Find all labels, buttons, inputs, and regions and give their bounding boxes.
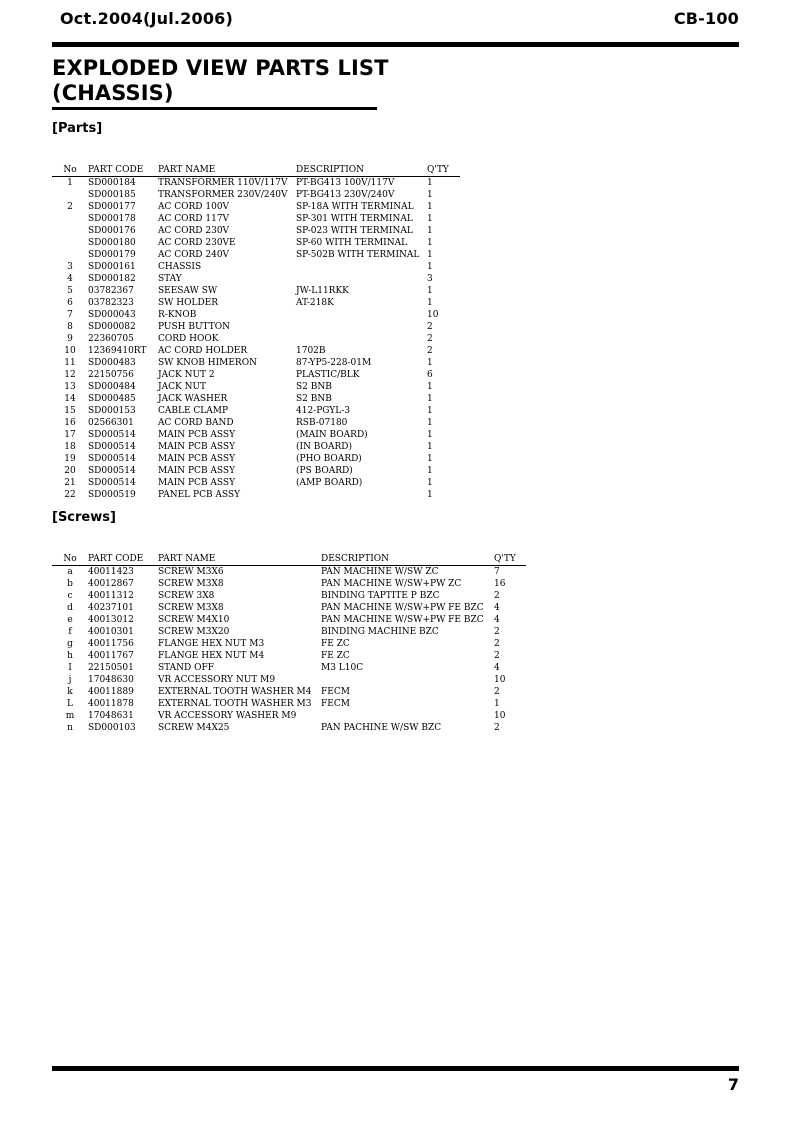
table-row xyxy=(52,710,526,722)
table-row xyxy=(52,261,460,273)
table-row xyxy=(52,273,460,285)
cell-description: BINDING TAPTITE P BZC xyxy=(321,591,440,601)
col-qty: Q'TY xyxy=(494,554,526,566)
cell-description: SP-18A WITH TERMINAL xyxy=(296,202,414,212)
cell-part-name: R-KNOB xyxy=(158,310,197,320)
cell-description: (MAIN BOARD) xyxy=(296,430,368,440)
col-part-code: PART CODE xyxy=(88,165,158,177)
cell-qty: 2 xyxy=(494,723,500,733)
cell-part-code: SD000514 xyxy=(88,454,136,464)
cell-no: 22 xyxy=(64,490,76,500)
table-row xyxy=(52,614,526,626)
cell-no: a xyxy=(67,567,73,577)
parts-table xyxy=(52,165,460,501)
cell-description: FE ZC xyxy=(321,651,350,661)
screws-header-row xyxy=(52,554,526,566)
cell-qty: 1 xyxy=(427,190,433,200)
table-row xyxy=(52,698,526,710)
cell-description xyxy=(296,273,427,285)
cell-part-code: 03782367 xyxy=(88,286,134,296)
cell-part-code: SD000082 xyxy=(88,322,136,332)
cell-qty: 16 xyxy=(494,579,506,589)
cell-no: 2 xyxy=(67,202,73,212)
table-row xyxy=(52,602,526,614)
table-row xyxy=(52,369,460,381)
bottom-rule xyxy=(52,1066,739,1071)
cell-part-code: 40010301 xyxy=(88,627,134,637)
cell-no: 14 xyxy=(64,394,76,404)
cell-part-code: 22150501 xyxy=(88,663,134,673)
cell-part-code: 40011423 xyxy=(88,567,134,577)
cell-part-name: PUSH BUTTON xyxy=(158,322,230,332)
cell-description: PAN PACHINE W/SW BZC xyxy=(321,723,442,733)
cell-no xyxy=(52,237,88,249)
cell-no: m xyxy=(65,711,75,721)
table-row xyxy=(52,489,460,501)
header-date: Oct.2004(Jul.2006) xyxy=(60,9,234,28)
cell-description: AT-218K xyxy=(296,298,334,308)
cell-qty: 1 xyxy=(427,406,433,416)
cell-part-code: 40011878 xyxy=(88,699,134,709)
table-row xyxy=(52,393,460,405)
cell-description: PT-BG413 230V/240V xyxy=(296,190,395,200)
cell-description xyxy=(296,261,427,273)
cell-part-name: JACK WASHER xyxy=(158,394,228,404)
cell-qty: 1 xyxy=(427,202,433,212)
cell-description: FE ZC xyxy=(321,639,350,649)
cell-qty: 2 xyxy=(427,346,433,356)
table-row xyxy=(52,225,460,237)
cell-part-code: 17048631 xyxy=(88,711,134,721)
cell-qty: 1 xyxy=(427,418,433,428)
table-row xyxy=(52,626,526,638)
top-rule xyxy=(52,42,739,47)
cell-part-name: TRANSFORMER 230V/240V xyxy=(158,190,288,200)
cell-part-code: 03782323 xyxy=(88,298,134,308)
table-row xyxy=(52,249,460,261)
cell-part-name: JACK NUT 2 xyxy=(158,370,215,380)
cell-part-code: 40012867 xyxy=(88,579,134,589)
cell-qty: 1 xyxy=(427,298,433,308)
cell-qty: 2 xyxy=(494,651,500,661)
cell-description: S2 BNB xyxy=(296,382,332,392)
cell-qty: 1 xyxy=(494,699,500,709)
cell-description xyxy=(321,710,494,722)
cell-part-code: SD000514 xyxy=(88,442,136,452)
cell-part-name: EXTERNAL TOOTH WASHER M3 xyxy=(158,699,312,709)
cell-qty: 1 xyxy=(427,214,433,224)
cell-qty: 3 xyxy=(427,274,433,284)
header-model: CB-100 xyxy=(673,9,739,28)
cell-part-name: SCREW M4X25 xyxy=(158,723,230,733)
cell-no xyxy=(52,213,88,225)
cell-part-code: SD000514 xyxy=(88,478,136,488)
cell-part-name: STAY xyxy=(158,274,182,284)
cell-no: 15 xyxy=(64,406,76,416)
cell-no: 3 xyxy=(67,262,73,272)
cell-part-code: 17048630 xyxy=(88,675,134,685)
cell-qty: 10 xyxy=(427,310,439,320)
cell-part-name: SW KNOB HIMERON xyxy=(158,358,257,368)
cell-description: SP-60 WITH TERMINAL xyxy=(296,238,408,248)
cell-part-code: SD000161 xyxy=(88,262,136,272)
table-row xyxy=(52,321,460,333)
cell-part-code: 22360705 xyxy=(88,334,134,344)
table-row xyxy=(52,441,460,453)
col-no: No xyxy=(52,165,88,177)
col-description: DESCRIPTION xyxy=(321,554,494,566)
cell-part-name: MAIN PCB ASSY xyxy=(158,430,236,440)
cell-qty: 2 xyxy=(494,591,500,601)
cell-qty: 1 xyxy=(427,178,433,188)
cell-part-code: 40237101 xyxy=(88,603,134,613)
cell-part-code: SD000184 xyxy=(88,178,136,188)
cell-part-name: AC CORD BAND xyxy=(158,418,234,428)
table-row xyxy=(52,381,460,393)
cell-description: FECM xyxy=(321,699,350,709)
table-row xyxy=(52,722,526,734)
cell-no: g xyxy=(67,639,73,649)
cell-part-code: SD000176 xyxy=(88,226,136,236)
table-row xyxy=(52,297,460,309)
table-row xyxy=(52,285,460,297)
page-title-line1: EXPLODED VIEW PARTS LIST xyxy=(52,56,389,80)
title-rule xyxy=(52,107,377,110)
cell-qty: 10 xyxy=(494,711,506,721)
cell-description: SP-301 WITH TERMINAL xyxy=(296,214,413,224)
cell-no xyxy=(52,249,88,261)
cell-no: c xyxy=(67,591,73,601)
cell-no: 11 xyxy=(64,358,76,368)
cell-no: 1 xyxy=(67,178,73,188)
cell-description: PAN MACHINE W/SW+PW FE BZC xyxy=(321,603,484,613)
cell-part-name: AC CORD 230VE xyxy=(158,238,236,248)
cell-description xyxy=(296,489,427,501)
screws-heading: [Screws] xyxy=(52,510,116,525)
cell-no xyxy=(52,225,88,237)
cell-part-name: FLANGE HEX NUT M3 xyxy=(158,639,265,649)
cell-description: SP-502B WITH TERMINAL xyxy=(296,250,420,260)
cell-description: M3 L10C xyxy=(321,663,364,673)
cell-part-name: MAIN PCB ASSY xyxy=(158,442,236,452)
cell-qty: 6 xyxy=(427,370,433,380)
col-part-code: PART CODE xyxy=(88,554,158,566)
cell-part-code: SD000179 xyxy=(88,250,136,260)
cell-no: 19 xyxy=(64,454,76,464)
cell-qty: 2 xyxy=(494,687,500,697)
table-row xyxy=(52,590,526,602)
cell-qty: 1 xyxy=(427,454,433,464)
col-qty: Q'TY xyxy=(427,165,460,177)
cell-description: PLASTIC/BLK xyxy=(296,370,360,380)
cell-no: d xyxy=(67,603,73,613)
cell-no: h xyxy=(67,651,73,661)
cell-qty: 1 xyxy=(427,358,433,368)
cell-part-name: VR ACCESSORY NUT M9 xyxy=(158,675,276,685)
cell-qty: 2 xyxy=(494,627,500,637)
table-row xyxy=(52,201,460,213)
cell-description: 1702B xyxy=(296,346,326,356)
cell-part-code: SD000185 xyxy=(88,190,136,200)
cell-description: JW-L11RKK xyxy=(296,286,349,296)
cell-part-name: VR ACCESSORY WASHER M9 xyxy=(158,711,297,721)
cell-qty: 1 xyxy=(427,250,433,260)
cell-part-code: 02566301 xyxy=(88,418,134,428)
cell-qty: 2 xyxy=(427,322,433,332)
cell-part-code: SD000103 xyxy=(88,723,136,733)
table-row xyxy=(52,662,526,674)
cell-qty: 4 xyxy=(494,663,500,673)
cell-part-code: 40011756 xyxy=(88,639,134,649)
cell-part-name: AC CORD 117V xyxy=(158,214,230,224)
table-row xyxy=(52,638,526,650)
parts-heading: [Parts] xyxy=(52,121,103,136)
table-row xyxy=(52,213,460,225)
cell-description: RSB-07180 xyxy=(296,418,348,428)
cell-description xyxy=(296,309,427,321)
screws-table xyxy=(52,554,526,734)
cell-description: (PHO BOARD) xyxy=(296,454,362,464)
cell-no: 18 xyxy=(64,442,76,452)
cell-part-name: SCREW M3X8 xyxy=(158,579,224,589)
col-part-name: PART NAME xyxy=(158,554,321,566)
page-title xyxy=(52,56,389,106)
cell-qty: 1 xyxy=(427,466,433,476)
cell-qty: 1 xyxy=(427,430,433,440)
cell-qty: 1 xyxy=(427,286,433,296)
cell-qty: 1 xyxy=(427,478,433,488)
cell-description: 412-PGYL-3 xyxy=(296,406,350,416)
cell-part-name: AC CORD 230V xyxy=(158,226,230,236)
table-row xyxy=(52,578,526,590)
cell-qty: 7 xyxy=(494,567,500,577)
cell-description: (AMP BOARD) xyxy=(296,478,363,488)
table-row xyxy=(52,189,460,201)
cell-description: PT-BG413 100V/117V xyxy=(296,178,395,188)
cell-part-code: 22150756 xyxy=(88,370,134,380)
cell-part-code: SD000153 xyxy=(88,406,136,416)
cell-part-code: SD000178 xyxy=(88,214,136,224)
cell-qty: 10 xyxy=(494,675,506,685)
cell-part-code: 40011889 xyxy=(88,687,134,697)
cell-qty: 2 xyxy=(494,639,500,649)
table-row xyxy=(52,405,460,417)
cell-description: PAN MACHINE W/SW+PW FE BZC xyxy=(321,615,484,625)
cell-part-code: 40011312 xyxy=(88,591,134,601)
cell-part-code: 12369410RT xyxy=(88,346,147,356)
cell-part-code: SD000519 xyxy=(88,490,136,500)
cell-qty: 2 xyxy=(427,334,433,344)
cell-part-name: CABLE CLAMP xyxy=(158,406,229,416)
cell-description: S2 BNB xyxy=(296,394,332,404)
cell-part-code: SD000180 xyxy=(88,238,136,248)
cell-no: 17 xyxy=(64,430,76,440)
cell-description xyxy=(296,321,427,333)
cell-part-code: SD000177 xyxy=(88,202,136,212)
cell-no: I xyxy=(68,663,72,673)
cell-description: (IN BOARD) xyxy=(296,442,352,452)
cell-no: 12 xyxy=(64,370,76,380)
cell-part-name: SCREW 3X8 xyxy=(158,591,215,601)
cell-part-name: PANEL PCB ASSY xyxy=(158,490,241,500)
table-row xyxy=(52,177,460,190)
page-title-line2: (CHASSIS) xyxy=(52,81,174,105)
cell-description xyxy=(296,333,427,345)
cell-qty: 1 xyxy=(427,382,433,392)
cell-part-name: SCREW M3X6 xyxy=(158,567,224,577)
col-no: No xyxy=(52,554,88,566)
table-row xyxy=(52,357,460,369)
table-row xyxy=(52,650,526,662)
cell-part-code: SD000484 xyxy=(88,382,136,392)
cell-qty: 4 xyxy=(494,615,500,625)
cell-no: e xyxy=(67,615,73,625)
cell-no: 20 xyxy=(64,466,76,476)
cell-no: k xyxy=(67,687,73,697)
table-row xyxy=(52,429,460,441)
cell-part-name: MAIN PCB ASSY xyxy=(158,478,236,488)
col-part-name: PART NAME xyxy=(158,165,296,177)
cell-part-name: MAIN PCB ASSY xyxy=(158,454,236,464)
cell-no: 7 xyxy=(67,310,73,320)
cell-part-code: 40013012 xyxy=(88,615,134,625)
page-number: 7 xyxy=(727,1075,739,1094)
cell-no: 21 xyxy=(64,478,76,488)
cell-part-name: MAIN PCB ASSY xyxy=(158,466,236,476)
cell-part-name: SCREW M3X20 xyxy=(158,627,230,637)
cell-qty: 1 xyxy=(427,394,433,404)
cell-part-name: CORD HOOK xyxy=(158,334,219,344)
cell-qty: 1 xyxy=(427,226,433,236)
cell-qty: 4 xyxy=(494,603,500,613)
table-row xyxy=(52,345,460,357)
cell-part-code: SD000182 xyxy=(88,274,136,284)
cell-no xyxy=(52,189,88,201)
cell-part-name: JACK NUT xyxy=(158,382,207,392)
cell-no: f xyxy=(68,627,72,637)
cell-part-code: SD000485 xyxy=(88,394,136,404)
cell-part-code: SD000514 xyxy=(88,466,136,476)
cell-part-name: SEESAW SW xyxy=(158,286,218,296)
cell-part-name: EXTERNAL TOOTH WASHER M4 xyxy=(158,687,312,697)
cell-no: 13 xyxy=(64,382,76,392)
cell-description xyxy=(321,674,494,686)
table-row xyxy=(52,465,460,477)
cell-no: 4 xyxy=(67,274,73,284)
cell-no: 8 xyxy=(67,322,73,332)
table-row xyxy=(52,686,526,698)
cell-description: 87-YP5-228-01M xyxy=(296,358,372,368)
cell-description: BINDING MACHINE BZC xyxy=(321,627,439,637)
cell-part-name: AC CORD HOLDER xyxy=(158,346,248,356)
cell-part-name: STAND OFF xyxy=(158,663,214,673)
table-row xyxy=(52,453,460,465)
cell-part-name: AC CORD 240V xyxy=(158,250,230,260)
cell-description: SP-023 WITH TERMINAL xyxy=(296,226,413,236)
cell-part-name: FLANGE HEX NUT M4 xyxy=(158,651,265,661)
cell-description: PAN MACHINE W/SW ZC xyxy=(321,567,439,577)
table-row xyxy=(52,477,460,489)
cell-part-code: SD000483 xyxy=(88,358,136,368)
cell-part-name: SCREW M3X8 xyxy=(158,603,224,613)
col-description: DESCRIPTION xyxy=(296,165,427,177)
cell-part-name: SW HOLDER xyxy=(158,298,219,308)
cell-no: 5 xyxy=(67,286,73,296)
cell-part-name: SCREW M4X10 xyxy=(158,615,230,625)
cell-no: 9 xyxy=(67,334,73,344)
cell-qty: 1 xyxy=(427,442,433,452)
table-row xyxy=(52,417,460,429)
cell-no: b xyxy=(67,579,73,589)
cell-part-name: AC CORD 100V xyxy=(158,202,230,212)
cell-no: n xyxy=(67,723,73,733)
cell-no: 6 xyxy=(67,298,73,308)
cell-qty: 1 xyxy=(427,238,433,248)
cell-part-name: CHASSIS xyxy=(158,262,202,272)
cell-no: 16 xyxy=(64,418,76,428)
cell-no: j xyxy=(68,675,72,685)
cell-no: L xyxy=(67,699,73,709)
table-row xyxy=(52,566,526,579)
cell-part-code: SD000514 xyxy=(88,430,136,440)
cell-no: 10 xyxy=(64,346,76,356)
table-row xyxy=(52,237,460,249)
cell-description: PAN MACHINE W/SW+PW ZC xyxy=(321,579,462,589)
cell-part-name: TRANSFORMER 110V/117V xyxy=(158,178,288,188)
cell-description: (PS BOARD) xyxy=(296,466,353,476)
parts-header-row xyxy=(52,165,460,177)
cell-part-code: 40011767 xyxy=(88,651,134,661)
cell-qty: 1 xyxy=(427,262,433,272)
table-row xyxy=(52,333,460,345)
cell-qty: 1 xyxy=(427,490,433,500)
table-row xyxy=(52,674,526,686)
table-row xyxy=(52,309,460,321)
cell-description: FECM xyxy=(321,687,350,697)
cell-part-code: SD000043 xyxy=(88,310,136,320)
